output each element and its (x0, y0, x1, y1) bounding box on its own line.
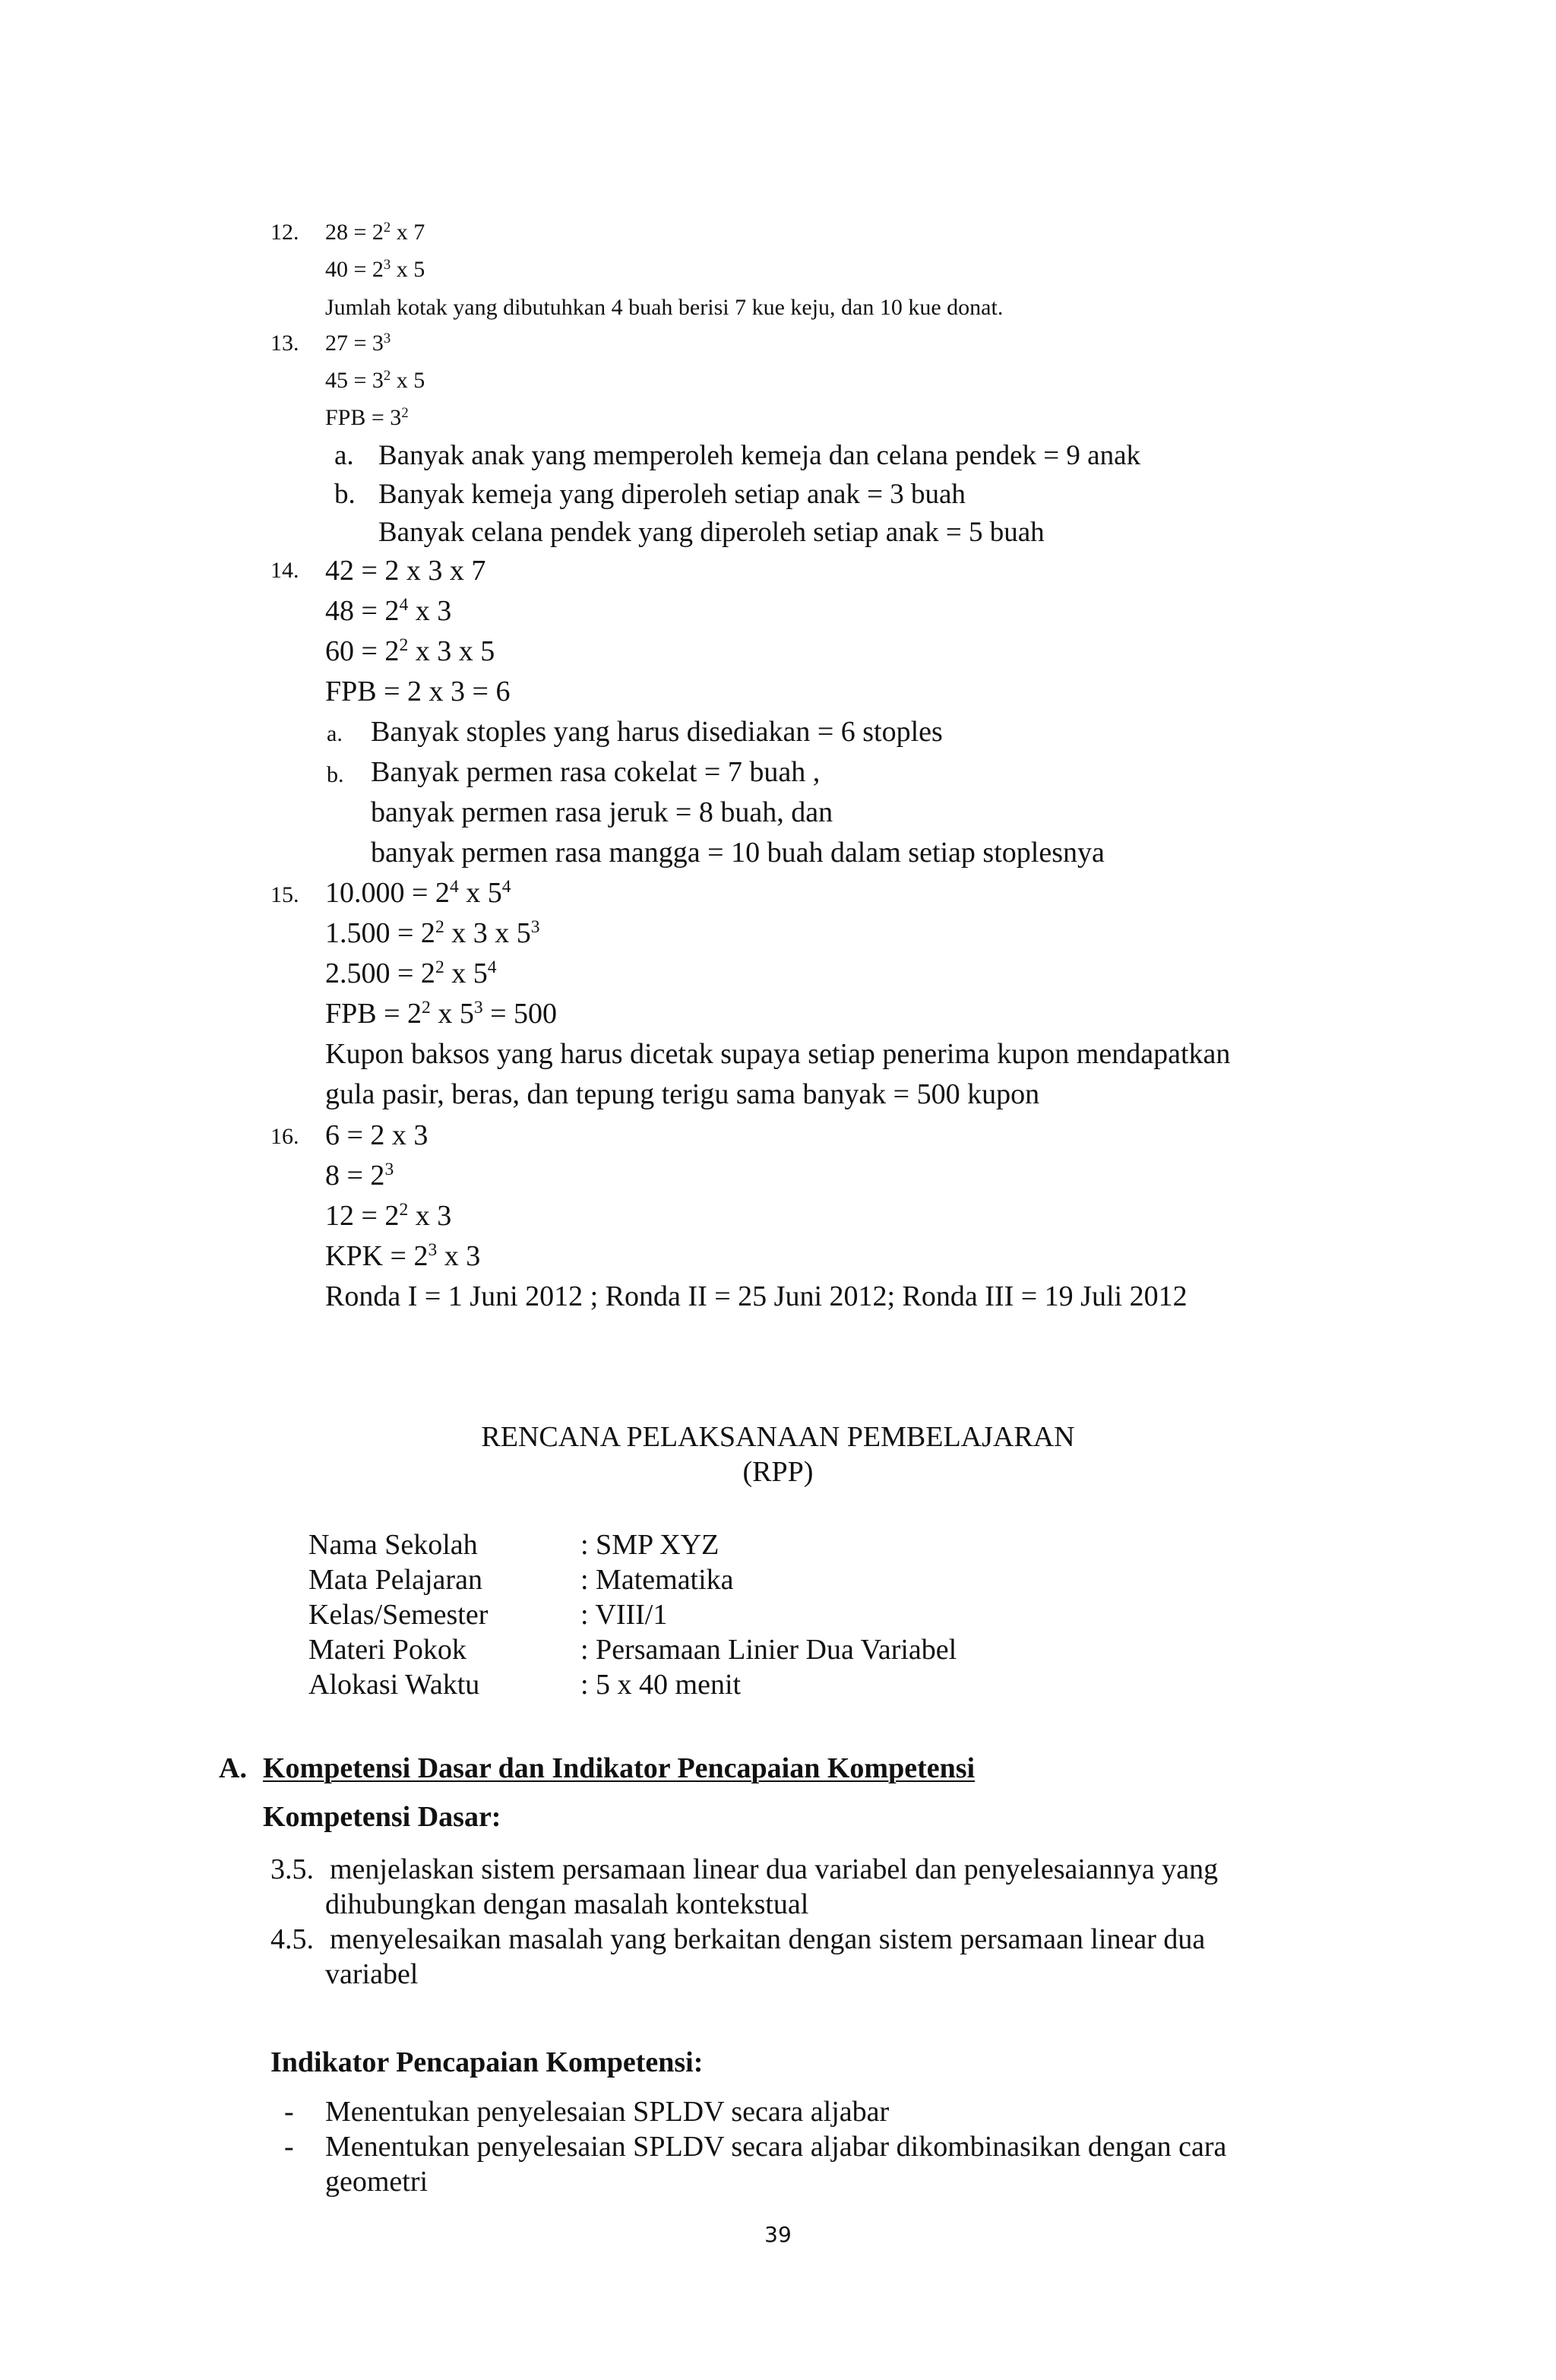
sub-label-b: b. (334, 479, 356, 510)
sub-label-a: a. (334, 440, 354, 471)
answer-line: gula pasir, beras, dan tepung terigu sama banyak = 500 kupon (325, 1078, 1040, 1110)
answer-line: Banyak permen rasa cokelat = 7 buah , (371, 756, 821, 788)
ipk-heading: Indikator Pencapaian Kompetensi: (270, 2046, 704, 2078)
kd-text: variabel (325, 1958, 419, 1990)
identity-label: Materi Pokok (308, 1634, 466, 1666)
answer-line: $60 = 2^2$ x 3 x 5 (325, 635, 495, 667)
answer-line: $45 = 3^2$ x 5 (325, 367, 425, 393)
sub-label-a: a. (327, 721, 343, 746)
answer-line: banyak permen rasa jeruk = 8 buah, dan (371, 796, 833, 828)
identity-value: : SMP XYZ (580, 1529, 719, 1561)
rpp-title: RENCANA PELAKSANAAN PEMBELAJARAN (481, 1421, 1075, 1453)
answer-line: FPB = $3^2$ (325, 404, 409, 430)
kd-text: menyelesaikan masalah yang berkaitan dengan sistem persamaan linear dua (330, 1923, 1206, 1955)
identity-value: : Matematika (580, 1564, 734, 1596)
answer-line: Banyak anak yang memperoleh kemeja dan celana pendek = 9 anak (378, 440, 1140, 471)
answer-line: Banyak celana pendek yang diperoleh setiap anak = 5 buah (378, 517, 1045, 548)
bullet: - (284, 2096, 294, 2128)
answer-number: 13. (270, 331, 299, 356)
answer-line: $27 = 3^3$ (325, 330, 391, 356)
rpp-subtitle: (RPP) (742, 1456, 814, 1488)
ipk-text: Menentukan penyelesaian SPLDV secara aljabar (325, 2096, 890, 2128)
answer-line: $2.500 = 2^2$ x $5^4$ (325, 957, 497, 989)
kd-number: 3.5. (270, 1853, 314, 1885)
identity-value: : Persamaan Linier Dua Variabel (580, 1634, 957, 1666)
answer-line: FPB = 2 x 3 = 6 (325, 676, 511, 707)
identity-value: : 5 x 40 menit (580, 1669, 742, 1701)
section-label: A. (219, 1752, 247, 1784)
identity-label: Alokasi Waktu (308, 1669, 480, 1701)
answer-line: 42 = 2 x 3 x 7 (325, 555, 486, 587)
answer-line: Banyak stoples yang harus disediakan = 6 stoples (371, 716, 943, 748)
kd-text: menjelaskan sistem persamaan linear dua variabel dan penyelesaiannya yang (330, 1853, 1219, 1885)
answer-line: $48 = 2^4$ x 3 (325, 595, 452, 627)
answer-line: $40 = 2^3$ x 5 (325, 256, 425, 282)
identity-label: Nama Sekolah (308, 1529, 478, 1561)
answer-number: 16. (270, 1124, 299, 1149)
kd-text: dihubungkan dengan masalah kontekstual (325, 1888, 809, 1920)
answer-line: 6 = 2 x 3 (325, 1119, 429, 1151)
answer-line: Ronda I = 1 Juni 2012 ; Ronda II = 25 Juni 2012; Ronda III = 19 Juli 2012 (325, 1280, 1188, 1312)
answer-number: 14. (270, 558, 299, 583)
answer-line: $8 = 2^3$ (325, 1160, 394, 1192)
answer-line: Banyak kemeja yang diperoleh setiap anak = 3 buah (378, 479, 966, 510)
kd-number: 4.5. (270, 1923, 314, 1955)
answer-line: Kupon baksos yang harus dicetak supaya setiap penerima kupon mendapatkan (325, 1038, 1231, 1070)
answer-line: $1.500 = 2^2$ x 3 x $5^3$ (325, 917, 540, 949)
bullet: - (284, 2131, 294, 2163)
answer-line: Jumlah kotak yang dibutuhkan 4 buah berisi 7 kue keju, dan 10 kue donat. (325, 295, 1004, 320)
ipk-text: geometri (325, 2166, 429, 2198)
ipk-text: Menentukan penyelesaian SPLDV secara aljabar dikombinasikan dengan cara (325, 2131, 1227, 2163)
kd-heading: Kompetensi Dasar: (263, 1801, 501, 1833)
answer-line: FPB = $2^2$ x $5^3 = 500$ (325, 998, 558, 1030)
page-number: 39 (764, 2222, 792, 2247)
identity-label: Mata Pelajaran (308, 1564, 482, 1596)
identity-value: : VIII/1 (580, 1599, 668, 1631)
identity-label: Kelas/Semester (308, 1599, 489, 1631)
answer-line: banyak permen rasa mangga = 10 buah dalam setiap stoplesnya (371, 837, 1105, 869)
answer-line: $28 = 2^2$ x 7 (325, 219, 425, 245)
sub-label-b: b. (327, 762, 344, 787)
section-title: Kompetensi Dasar dan Indikator Pencapaian Kompetensi (263, 1752, 976, 1784)
answer-number: 15. (270, 882, 299, 907)
answer-line: $12 = 2^2$ x 3 (325, 1200, 452, 1232)
answer-line: $10.000 = 2^4$ x $5^4$ (325, 877, 511, 909)
answer-line: KPK = $2^3$ x 3 (325, 1240, 481, 1272)
answer-number: 12. (270, 220, 299, 245)
